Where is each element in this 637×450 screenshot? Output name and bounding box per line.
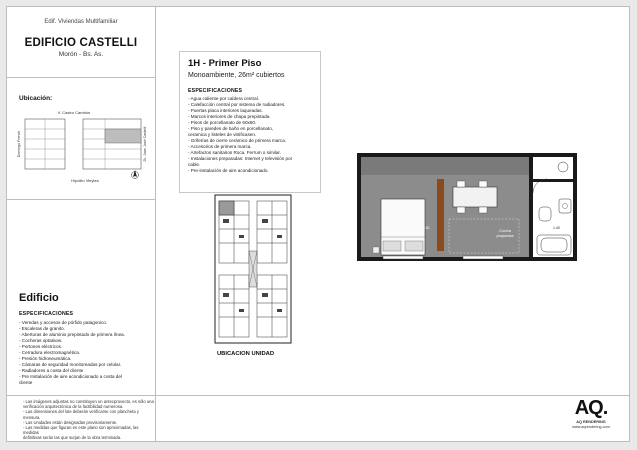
project-location: Morón - Bs. As. — [58, 51, 104, 58]
divider — [7, 199, 155, 200]
toilet-icon — [539, 207, 551, 221]
logo-mark: AQ. — [574, 397, 608, 419]
location-label: Ubicación: — [19, 95, 53, 102]
street-bottom: Hipólito Vieytes — [71, 178, 99, 183]
building-spec-heading: ESPECIFICACIONES — [19, 311, 74, 317]
building-spec-item: - Cocheras optativas. — [19, 338, 63, 343]
disclaimer-line: definitivas serán las que surjan de la obra terminada. — [23, 435, 122, 441]
divider — [7, 77, 155, 78]
unit-spec-item: - Agua caliente por caldera central. — [188, 96, 259, 101]
unit-spec-heading: ESPECIFICACIONES — [188, 88, 243, 94]
plan-sheet — [6, 6, 630, 442]
unit-title: 1H - Primer Piso — [188, 58, 262, 69]
info-column — [7, 7, 156, 441]
building-spec-item: cliente — [19, 380, 33, 385]
site-plan-caption: UBICACION UNIDAD — [217, 351, 275, 357]
unit-spec-list — [188, 96, 318, 174]
highlighted-unit — [219, 201, 234, 215]
disclaimer-line: - Las dimensiones del lote deberán verificarse con plancheta y mensura. — [23, 409, 139, 420]
unit-spec-item: - Accesorios de primera marca. — [188, 144, 252, 149]
project-title: EDIFICIO CASTELLI — [24, 37, 138, 49]
building-spec-item: - Aberturas de aluminio prepintado de primera línea. — [19, 332, 125, 337]
logo-line2: www.aqrendering.com — [572, 424, 610, 429]
disclaimer-line: verificación arquitectónica de la factibilidad numerosa. — [23, 404, 124, 410]
sink-icon — [559, 199, 571, 213]
divider — [7, 395, 629, 396]
logo-line1: AQ RENDERING — [576, 420, 606, 424]
unit-spec-item: - Pre-instalación de aire acondicionado. — [188, 168, 269, 173]
building-title: Edificio — [19, 292, 59, 304]
street-right: Dr. Juan José Castelli — [143, 126, 147, 162]
kitchen-label: Cocina — [499, 229, 511, 233]
building-spec-item: - Radiadores a costa del cliente — [19, 368, 84, 373]
dimension-right: 1.40 — [553, 226, 560, 230]
brand-logo — [563, 397, 619, 429]
unit-subtitle: Monoambiente, 26m² cubiertos — [188, 72, 285, 79]
north-arrow-icon — [132, 170, 139, 179]
unit-info-box — [179, 51, 321, 193]
unit-spec-item: - Piso y paredes de baño en porcellanato, — [188, 126, 274, 131]
dimension-left: 2.81 — [423, 226, 430, 230]
building-site-plan — [207, 191, 299, 347]
unit-spec-item: - Puertas placa interiores laqueadas. — [188, 108, 263, 113]
location-map — [15, 103, 150, 191]
unit-floor-plan — [353, 149, 583, 265]
dining-table — [453, 187, 497, 207]
unit-spec-item: - Pisos de porcellanato de 60x60. — [188, 120, 257, 125]
unit-spec-item: - Griferías de cierre cerámico de primera marca. — [188, 138, 287, 143]
unit-spec-item: - Calefacción central por sistema de radiadores. — [188, 102, 286, 107]
unit-spec-item: - Instalaciones preparadas: Internet y televisión por — [188, 156, 293, 161]
unit-spec-item: cable. — [188, 162, 201, 167]
kitchen-label-2: propuesta — [496, 234, 514, 238]
building-spec-item: - Portones eléctricos. — [19, 344, 63, 349]
disclaimer — [23, 399, 155, 441]
building-spec-item: - Escaleras de granito. — [19, 326, 65, 331]
highlighted-lot — [105, 129, 141, 143]
building-spec-item: - Cámaras de seguridad monitoreadas por celular. — [19, 362, 122, 367]
unit-spec-item: ceramica y listeles de vitrificasen. — [188, 132, 257, 137]
disclaimer-line: - Las Unidades están designadas provisoriamente. — [23, 419, 118, 425]
building-spec-item: - Veredas y accesos de pórfido patagonico. — [19, 320, 108, 325]
unit-spec-item: - Artefactos sanitarios Roca, Ferrum o similar. — [188, 150, 281, 155]
building-spec-list — [19, 320, 151, 386]
disclaimer-line: - Las imágenes adjuntas no constituyen un antecprovecto, es sólo una — [23, 399, 154, 404]
wood-wall — [437, 179, 444, 251]
building-spec-item: - Cerradura electromagnética. — [19, 350, 81, 355]
project-kicker: Edif. Viviendas Multifamiliar — [44, 19, 118, 25]
street-left: Domingo French — [17, 130, 21, 158]
building-spec-item: - Presión hidroneumática. — [19, 356, 72, 361]
building-spec-item: - Pre Instalación de aire acondicionado a costa del — [19, 374, 122, 379]
unit-spec-item: - Marcos interiores de chapa prepintada. — [188, 114, 271, 119]
street-top: V. Castro Cambón — [57, 110, 91, 115]
disclaimer-line: - Las medidas que figuran en este plano son aproximadas, las medidas — [23, 425, 139, 436]
